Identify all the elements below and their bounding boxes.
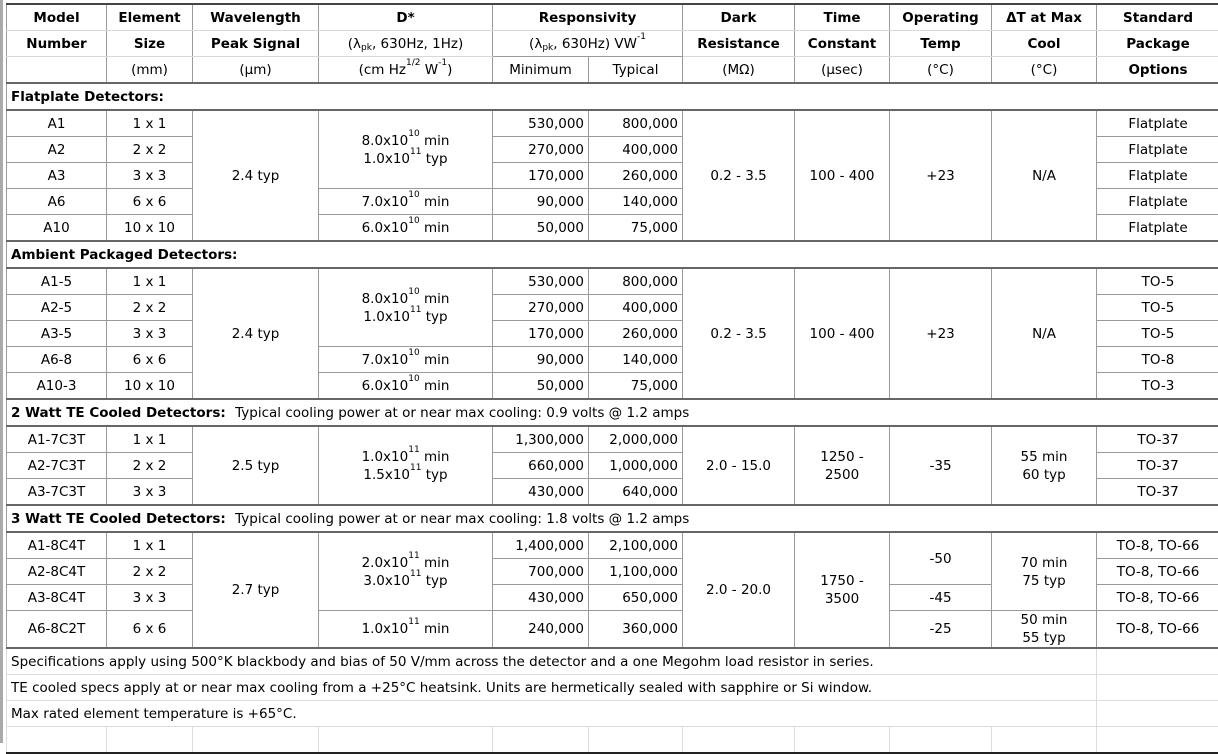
- package: Flatplate: [1097, 215, 1218, 242]
- text: 3.0x10: [363, 573, 410, 589]
- header-resistance: Resistance: [683, 31, 795, 57]
- header-row-1: [7, 4, 1218, 31]
- superscript: -1: [637, 32, 646, 42]
- resp-min: 530,000: [493, 268, 589, 295]
- wavelength: 2.4 typ: [193, 268, 319, 399]
- text: min: [420, 352, 450, 368]
- dstar: [319, 373, 493, 400]
- resp-min: 50,000: [493, 373, 589, 400]
- dstar: [319, 426, 493, 505]
- notes-section: [7, 648, 1218, 753]
- section-note: Typical cooling power at or near max cooling: 1.8 volts @ 1.2 amps: [235, 511, 689, 527]
- header-wavelength: Wavelength: [193, 4, 319, 31]
- empty-cell: [795, 727, 890, 754]
- text: ): [447, 62, 452, 78]
- dstar: [319, 268, 493, 347]
- header-dt-unit: (°C): [992, 57, 1097, 84]
- text: min: [420, 555, 450, 571]
- wavelength: 2.7 typ: [193, 532, 319, 648]
- element-size: 2 x 2: [107, 295, 193, 321]
- resp-typ: 800,000: [589, 110, 683, 137]
- superscript: 10: [408, 374, 419, 384]
- element-size: 3 x 3: [107, 163, 193, 189]
- element-size: 2 x 2: [107, 453, 193, 479]
- model-number: A6: [7, 189, 107, 215]
- superscript: 11: [408, 445, 419, 455]
- header-dark: Dark: [683, 4, 795, 31]
- superscript: 11: [410, 463, 421, 473]
- element-size: 6 x 6: [107, 189, 193, 215]
- text: typ: [421, 573, 447, 589]
- section-title-text: 2 Watt TE Cooled Detectors:: [11, 405, 226, 421]
- empty-cell: [1097, 675, 1218, 701]
- ambient-section: [7, 241, 1218, 399]
- model-number: A3-7C3T: [7, 479, 107, 506]
- element-size: 3 x 3: [107, 585, 193, 611]
- dstar: [319, 110, 493, 189]
- resp-typ: 2,100,000: [589, 532, 683, 559]
- text: typ: [421, 467, 447, 483]
- table-row: [7, 426, 1218, 453]
- header-model: Model: [7, 4, 107, 31]
- text: W: [420, 62, 438, 78]
- text: 6.0x10: [362, 220, 409, 236]
- header-time: Time: [795, 4, 890, 31]
- empty-cell: [1097, 701, 1218, 727]
- resp-min: 90,000: [493, 189, 589, 215]
- model-number: A10: [7, 215, 107, 242]
- header-typical: Typical: [589, 57, 683, 84]
- header-dstar: D*: [319, 4, 493, 31]
- element-size: 3 x 3: [107, 321, 193, 347]
- resp-min: 170,000: [493, 163, 589, 189]
- section-title-text: 3 Watt TE Cooled Detectors:: [11, 511, 226, 527]
- resp-min: 1,400,000: [493, 532, 589, 559]
- text: 1.0x10: [362, 449, 409, 465]
- package: TO-3: [1097, 373, 1218, 400]
- dark-resistance: 0.2 - 3.5: [683, 110, 795, 241]
- model-number: A1-5: [7, 268, 107, 295]
- text: 55 typ: [1022, 630, 1065, 646]
- table-row: [7, 268, 1218, 295]
- delta-t: [992, 611, 1097, 649]
- dstar: [319, 611, 493, 649]
- operating-temp: +23: [890, 268, 992, 399]
- superscript: 10: [408, 348, 419, 358]
- section-title: [7, 399, 1218, 426]
- text: 7.0x10: [362, 194, 409, 210]
- element-size: 2 x 2: [107, 137, 193, 163]
- resp-min: 430,000: [493, 585, 589, 611]
- text: 8.0x10: [362, 291, 409, 307]
- empty-cell: [7, 727, 107, 754]
- note-text: Max rated element temperature is +65°C.: [7, 701, 1097, 727]
- resp-typ: 75,000: [589, 373, 683, 400]
- empty-cell: [193, 727, 319, 754]
- empty-cell: [1097, 727, 1218, 754]
- superscript: 11: [408, 551, 419, 561]
- element-size: 2 x 2: [107, 559, 193, 585]
- operating-temp: -50: [890, 532, 992, 585]
- section-title: Flatplate Detectors:: [7, 83, 1218, 110]
- dark-resistance: 2.0 - 15.0: [683, 426, 795, 505]
- text: 1.0x10: [362, 621, 409, 637]
- resp-typ: 800,000: [589, 268, 683, 295]
- resp-min: 700,000: [493, 559, 589, 585]
- model-number: A2-5: [7, 295, 107, 321]
- resp-min: 240,000: [493, 611, 589, 649]
- text: min: [420, 378, 450, 394]
- wavelength: 2.4 typ: [193, 110, 319, 241]
- text: min: [420, 133, 450, 149]
- section-title-row: [7, 399, 1218, 426]
- package: TO-8, TO-66: [1097, 532, 1218, 559]
- model-number: A3: [7, 163, 107, 189]
- section-title-row: [7, 241, 1218, 268]
- text: 55 min: [1021, 449, 1068, 465]
- element-size: 6 x 6: [107, 611, 193, 649]
- text: typ: [421, 309, 447, 325]
- empty-cell: [589, 727, 683, 754]
- text: (cm Hz: [359, 62, 406, 78]
- te2-section: [7, 399, 1218, 505]
- header-operating: Operating: [890, 4, 992, 31]
- text: 75 typ: [1022, 573, 1065, 589]
- model-number: A1-8C4T: [7, 532, 107, 559]
- model-number: A6-8: [7, 347, 107, 373]
- resp-min: 270,000: [493, 137, 589, 163]
- package: TO-5: [1097, 321, 1218, 347]
- text: 2500: [825, 467, 859, 483]
- dstar: [319, 532, 493, 611]
- table-row: [7, 110, 1218, 137]
- resp-min: 170,000: [493, 321, 589, 347]
- table-row: [7, 532, 1218, 559]
- element-size: 6 x 6: [107, 347, 193, 373]
- delta-t: [992, 426, 1097, 505]
- dstar: [319, 215, 493, 242]
- header-dstar-conditions: [319, 31, 493, 57]
- note-text: Specifications apply using 500°K blackbody and bias of 50 V/mm across the detector and a one Megohm load resistor in series.: [7, 648, 1097, 675]
- package: TO-37: [1097, 479, 1218, 506]
- text: (λ: [348, 36, 361, 52]
- superscript: 11: [410, 305, 421, 315]
- resp-typ: 650,000: [589, 585, 683, 611]
- text: min: [420, 449, 450, 465]
- empty-cell: [890, 727, 992, 754]
- header-um: (µm): [193, 57, 319, 84]
- text: , 630Hz) VW: [553, 36, 637, 52]
- empty-cell: [992, 727, 1097, 754]
- delta-t: [992, 532, 1097, 611]
- time-constant: [795, 532, 890, 648]
- header-responsivity: Responsivity: [493, 4, 683, 31]
- superscript: 11: [410, 569, 421, 579]
- element-size: 1 x 1: [107, 268, 193, 295]
- table-row: [7, 611, 1218, 649]
- resp-min: 90,000: [493, 347, 589, 373]
- package: TO-37: [1097, 426, 1218, 453]
- resp-min: 50,000: [493, 215, 589, 242]
- detector-spec-table: [6, 3, 1218, 754]
- resp-min: 1,300,000: [493, 426, 589, 453]
- delta-t: N/A: [992, 268, 1097, 399]
- dstar: [319, 189, 493, 215]
- header-cool: Cool: [992, 31, 1097, 57]
- package: Flatplate: [1097, 163, 1218, 189]
- text: 1.0x10: [363, 309, 410, 325]
- text: 1750 -: [820, 573, 864, 589]
- text: 6.0x10: [362, 378, 409, 394]
- text: 7.0x10: [362, 352, 409, 368]
- resp-min: 660,000: [493, 453, 589, 479]
- header-minimum: Minimum: [493, 57, 589, 84]
- text: 2.0x10: [362, 555, 409, 571]
- element-size: 1 x 1: [107, 426, 193, 453]
- header-mm: (mm): [107, 57, 193, 84]
- model-number: A2-8C4T: [7, 559, 107, 585]
- text: , 630Hz, 1Hz): [372, 36, 463, 52]
- package: TO-8: [1097, 347, 1218, 373]
- subscript: pk: [542, 43, 553, 53]
- package: TO-37: [1097, 453, 1218, 479]
- resp-typ: 400,000: [589, 137, 683, 163]
- text: 3500: [825, 591, 859, 607]
- text: 8.0x10: [362, 133, 409, 149]
- package: TO-8, TO-66: [1097, 585, 1218, 611]
- time-constant: [795, 426, 890, 505]
- element-size: 1 x 1: [107, 110, 193, 137]
- operating-temp: +23: [890, 110, 992, 241]
- resp-typ: 1,000,000: [589, 453, 683, 479]
- text: min: [420, 291, 450, 307]
- text: (λ: [529, 36, 542, 52]
- package: TO-5: [1097, 268, 1218, 295]
- note-row: [7, 727, 1218, 754]
- resp-typ: 260,000: [589, 321, 683, 347]
- model-number: A1: [7, 110, 107, 137]
- resp-typ: 640,000: [589, 479, 683, 506]
- wavelength: 2.5 typ: [193, 426, 319, 505]
- text: 1.5x10: [363, 467, 410, 483]
- resp-typ: 360,000: [589, 611, 683, 649]
- header-usec: (µsec): [795, 57, 890, 84]
- section-note: Typical cooling power at or near max cooling: 0.9 volts @ 1.2 amps: [235, 405, 689, 421]
- resp-min: 430,000: [493, 479, 589, 506]
- package: TO-8, TO-66: [1097, 559, 1218, 585]
- model-number: A3-5: [7, 321, 107, 347]
- header-element: Element: [107, 4, 193, 31]
- text: min: [420, 621, 450, 637]
- superscript: 1/2: [406, 58, 420, 68]
- header-degc: (°C): [890, 57, 992, 84]
- superscript: -1: [438, 58, 447, 68]
- te3-section: [7, 505, 1218, 648]
- superscript: 11: [410, 147, 421, 157]
- model-number: A2-7C3T: [7, 453, 107, 479]
- header-size: Size: [107, 31, 193, 57]
- resp-typ: 75,000: [589, 215, 683, 242]
- note-row: [7, 675, 1218, 701]
- model-number: A6-8C2T: [7, 611, 107, 649]
- element-size: 10 x 10: [107, 215, 193, 242]
- note-row: [7, 648, 1218, 675]
- header-number: Number: [7, 31, 107, 57]
- operating-temp: -45: [890, 585, 992, 611]
- element-size: 1 x 1: [107, 532, 193, 559]
- header-mohm: (MΩ): [683, 57, 795, 84]
- package: Flatplate: [1097, 137, 1218, 163]
- package: Flatplate: [1097, 110, 1218, 137]
- section-title: Ambient Packaged Detectors:: [7, 241, 1218, 268]
- header-temp: Temp: [890, 31, 992, 57]
- model-number: A2: [7, 137, 107, 163]
- time-constant: 100 - 400: [795, 110, 890, 241]
- resp-min: 530,000: [493, 110, 589, 137]
- text: 70 min: [1021, 555, 1068, 571]
- note-row: [7, 701, 1218, 727]
- text: 60 typ: [1022, 467, 1065, 483]
- resp-typ: 140,000: [589, 189, 683, 215]
- header-dt: ΔT at Max: [992, 4, 1097, 31]
- note-text: TE cooled specs apply at or near max cooling from a +25°C heatsink. Units are hermetically sealed with sapphire or Si window.: [7, 675, 1097, 701]
- empty-cell: [493, 727, 589, 754]
- delta-t: N/A: [992, 110, 1097, 241]
- empty-cell: [1097, 648, 1218, 675]
- header-standard: Standard: [1097, 4, 1218, 31]
- text: 1250 -: [820, 449, 864, 465]
- header-options: Options: [1097, 57, 1218, 84]
- text: min: [420, 220, 450, 236]
- superscript: 10: [408, 190, 419, 200]
- dstar: [319, 347, 493, 373]
- subscript: pk: [361, 43, 372, 53]
- header-blank: [7, 57, 107, 84]
- section-title-row: [7, 83, 1218, 110]
- empty-cell: [683, 727, 795, 754]
- header-peak: Peak Signal: [193, 31, 319, 57]
- dark-resistance: 2.0 - 20.0: [683, 532, 795, 648]
- text: typ: [421, 151, 447, 167]
- model-number: A3-8C4T: [7, 585, 107, 611]
- resp-typ: 2,000,000: [589, 426, 683, 453]
- text: min: [420, 194, 450, 210]
- header-row-2: [7, 31, 1218, 57]
- package: TO-5: [1097, 295, 1218, 321]
- dark-resistance: 0.2 - 3.5: [683, 268, 795, 399]
- text: 1.0x10: [363, 151, 410, 167]
- header-package: Package: [1097, 31, 1218, 57]
- section-title-row: [7, 505, 1218, 532]
- superscript: 10: [408, 129, 419, 139]
- package: TO-8, TO-66: [1097, 611, 1218, 649]
- time-constant: 100 - 400: [795, 268, 890, 399]
- element-size: 3 x 3: [107, 479, 193, 506]
- superscript: 11: [408, 617, 419, 627]
- model-number: A1-7C3T: [7, 426, 107, 453]
- header-dstar-units: [319, 57, 493, 84]
- resp-min: 270,000: [493, 295, 589, 321]
- flatplate-section: [7, 83, 1218, 241]
- text: 50 min: [1021, 612, 1068, 628]
- resp-typ: 1,100,000: [589, 559, 683, 585]
- header-row-3: [7, 57, 1218, 84]
- operating-temp: -35: [890, 426, 992, 505]
- empty-cell: [107, 727, 193, 754]
- superscript: 10: [408, 216, 419, 226]
- header-constant: Constant: [795, 31, 890, 57]
- resp-typ: 260,000: [589, 163, 683, 189]
- resp-typ: 400,000: [589, 295, 683, 321]
- model-number: A10-3: [7, 373, 107, 400]
- header-resp-conditions: [493, 31, 683, 57]
- superscript: 10: [408, 287, 419, 297]
- resp-typ: 140,000: [589, 347, 683, 373]
- empty-cell: [319, 727, 493, 754]
- package: Flatplate: [1097, 189, 1218, 215]
- element-size: 10 x 10: [107, 373, 193, 400]
- section-title: [7, 505, 1218, 532]
- operating-temp: -25: [890, 611, 992, 649]
